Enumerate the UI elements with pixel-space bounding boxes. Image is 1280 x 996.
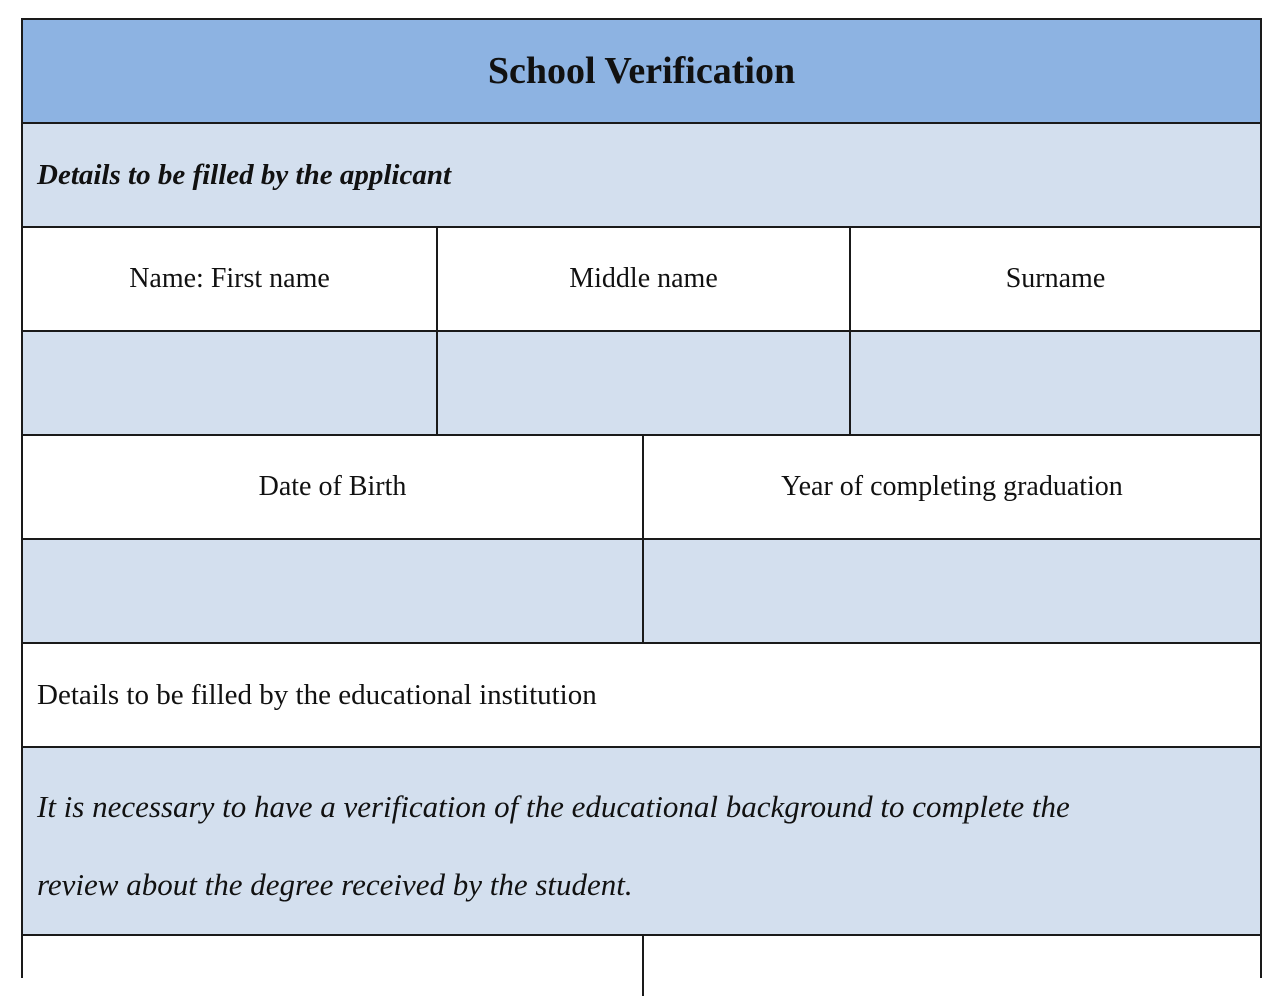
name-labels-row <box>23 228 1260 332</box>
first-name-label: Name: First name <box>129 263 330 294</box>
note-line-2: review about the degree received by the student. <box>37 867 633 902</box>
first-name-field[interactable] <box>23 332 436 434</box>
form-title: School Verification <box>487 50 796 92</box>
dob-grad-inputs-row <box>23 540 1260 644</box>
date-of-birth-label: Date of Birth <box>258 471 407 502</box>
next-left-field[interactable] <box>23 936 642 996</box>
note-row <box>23 748 1260 936</box>
middle-name-label: Middle name <box>436 228 849 330</box>
surname-label: Surname <box>849 228 1260 330</box>
school-verification-form <box>21 18 1262 978</box>
applicant-section-row <box>23 124 1260 228</box>
surname-field[interactable] <box>849 332 1260 434</box>
next-row <box>23 936 1260 996</box>
title-row <box>23 20 1260 124</box>
institution-section-heading: Details to be filled by the educational institution <box>37 678 597 711</box>
graduation-year-label: Year of completing graduation <box>642 436 1260 538</box>
verification-note <box>37 768 1246 924</box>
institution-section-row <box>23 644 1260 748</box>
applicant-section-heading: Details to be filled by the applicant <box>37 158 452 191</box>
date-of-birth-field[interactable] <box>23 540 642 642</box>
middle-name-field[interactable] <box>436 332 849 434</box>
note-line-1: It is necessary to have a verification of the educational background to complete the <box>37 789 1070 824</box>
dob-grad-labels-row <box>23 436 1260 540</box>
name-inputs-row <box>23 332 1260 436</box>
graduation-year-field[interactable] <box>642 540 1260 642</box>
next-right-field[interactable] <box>642 936 1260 996</box>
